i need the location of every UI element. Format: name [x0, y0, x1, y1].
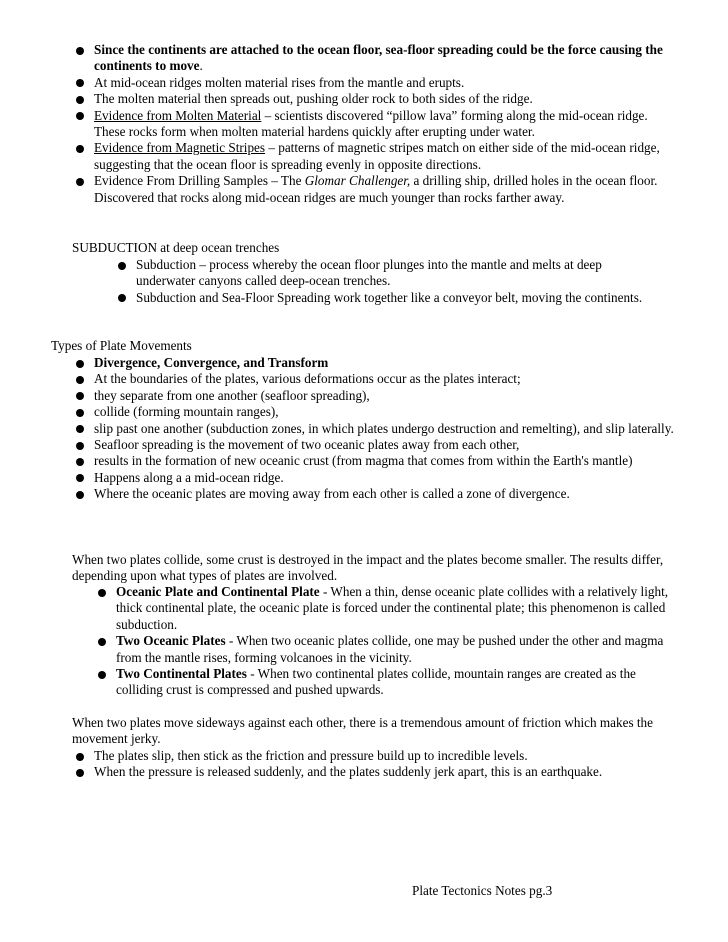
item-bold-text: Two Continental Plates: [116, 666, 247, 682]
item-text: When the pressure is released suddenly, and the plates suddenly jerk apart, this is an earthquake.: [94, 764, 603, 780]
bullet-icon: [76, 360, 84, 368]
item-text: Where the oceanic plates are moving away from each other is called a zone of divergence.: [94, 486, 570, 502]
subduction-heading: SUBDUCTION at deep ocean trenches: [72, 240, 280, 255]
bullet-icon: [76, 425, 84, 433]
bullet-icon: [76, 474, 84, 482]
item-text: .: [199, 58, 203, 74]
bullet-icon: [98, 638, 106, 646]
item-text: At the boundaries of the plates, various deformations occur as the plates interact;: [94, 371, 521, 387]
item-text: results in the formation of new oceanic crust (from magma that comes from within the Earth's mantle): [94, 453, 633, 469]
bullet-icon: [76, 145, 84, 153]
list-item: [72, 486, 684, 502]
bullet-icon: [76, 178, 84, 186]
list-item: [72, 388, 684, 404]
list-item: [72, 108, 678, 141]
list-item: [72, 371, 684, 387]
sideways-paragraph: When two plates move sideways against each other, there is a tremendous amount of friction which makes the movement jerky.: [72, 715, 654, 747]
list-item: [72, 140, 678, 173]
item-bold-text: Oceanic Plate and Continental Plate: [116, 584, 320, 599]
seafloor-spreading-list: [72, 42, 678, 206]
item-text: – scientists discovered “pillow lava” forming along the mid-ocean ridge. These rocks form when molten material hardens quickly after erupting under water.: [94, 107, 648, 140]
page-footer: Plate Tectonics Notes pg.3: [412, 883, 553, 898]
list-item: [72, 404, 684, 420]
item-bold-text: Two Oceanic Plates: [116, 633, 226, 649]
list-item: [72, 748, 684, 764]
bullet-icon: [76, 79, 84, 87]
list-item: [72, 91, 678, 107]
list-item: [94, 633, 684, 666]
list-item: [114, 257, 644, 290]
item-underlined-text: Evidence from Magnetic Stripes: [94, 140, 266, 156]
item-text: Evidence From Drilling Samples – The: [94, 173, 305, 189]
bullet-icon: [76, 112, 84, 120]
bullet-icon: [76, 96, 84, 104]
list-item: [114, 290, 644, 306]
item-text: collide (forming mountain ranges),: [94, 404, 279, 420]
list-item: [72, 42, 678, 75]
bullet-icon: [76, 491, 84, 499]
list-item: [72, 764, 684, 780]
subduction-list: [114, 257, 644, 306]
item-text: Seafloor spreading is the movement of two oceanic plates away from each other,: [94, 437, 520, 453]
item-italic-text: Glomar Challenger,: [304, 173, 411, 189]
bullet-icon: [76, 376, 84, 384]
item-text: The plates slip, then stick as the friction and pressure build up to incredible levels.: [94, 748, 528, 763]
bullet-icon: [118, 294, 126, 302]
item-text: Subduction – process whereby the ocean floor plunges into the mantle and melts at deep underwater canyons called deep-ocean trenches.: [136, 257, 602, 289]
bullet-icon: [98, 671, 106, 679]
item-underlined-text: Evidence from Molten Material: [94, 107, 262, 123]
list-item: [72, 453, 684, 469]
item-text: a drilling ship, drilled holes in the ocean floor. Discovered that rocks along mid-ocean ridges are much younger than rocks farther away.: [94, 173, 658, 205]
list-item: [72, 470, 684, 486]
bullet-icon: [76, 409, 84, 417]
item-text: Subduction and Sea-Floor Spreading work together like a conveyor belt, moving the continents.: [136, 289, 643, 305]
item-text: Happens along a a mid-ocean ridge.: [94, 469, 284, 485]
list-item: [72, 437, 684, 453]
bullet-icon: [76, 458, 84, 466]
sideways-list: [72, 748, 684, 781]
list-item: [72, 421, 684, 437]
item-text: – patterns of magnetic stripes match on either side of the mid-ocean ridge, suggesting that the ocean floor is spreading evenly in opposite directions.: [94, 140, 660, 172]
list-item: [94, 584, 684, 633]
item-text: - When two oceanic plates collide, one may be pushed under the other and magma from the mantle rises, forming volcanoes in the vicinity.: [116, 633, 664, 665]
plate-movements-heading: Types of Plate Movements: [51, 338, 192, 353]
item-text: - When a thin, dense oceanic plate collides with a relatively light, thick continental plate, the oceanic plate is forced under the continental plate; this phenomenon is called subduction.: [116, 584, 669, 632]
item-bold-text: Divergence, Convergence, and Transform: [94, 355, 329, 370]
bullet-icon: [76, 442, 84, 450]
item-text: The molten material then spreads out, pushing older rock to both sides of the ridge.: [94, 91, 533, 107]
bullet-icon: [76, 47, 84, 55]
bullet-icon: [76, 753, 84, 761]
bullet-icon: [98, 589, 106, 597]
bullet-icon: [76, 769, 84, 777]
collision-types-list: [94, 584, 684, 699]
collide-paragraph: When two plates collide, some crust is destroyed in the impact and the plates become smaller. The results differ, depending upon what types of plates are involved.: [72, 552, 664, 584]
bullet-icon: [76, 392, 84, 400]
list-item: [72, 355, 684, 371]
list-item: [72, 75, 678, 91]
item-bold-text: Since the continents are attached to the ocean floor, sea-floor spreading could be the force causing the continents to move: [94, 42, 663, 74]
item-text: slip past one another (subduction zones, in which plates undergo destruction and remelting), and slip laterally.: [94, 420, 674, 436]
list-item: [94, 666, 684, 699]
item-text: At mid-ocean ridges molten material rises from the mantle and erupts.: [94, 74, 465, 90]
list-item: [72, 173, 678, 206]
item-text: - When two continental plates collide, mountain ranges are created as the colliding crust is compressed and pushed upwards.: [116, 666, 636, 698]
item-text: they separate from one another (seafloor spreading),: [94, 387, 370, 403]
plate-movements-list: [72, 355, 684, 503]
bullet-icon: [118, 262, 126, 270]
